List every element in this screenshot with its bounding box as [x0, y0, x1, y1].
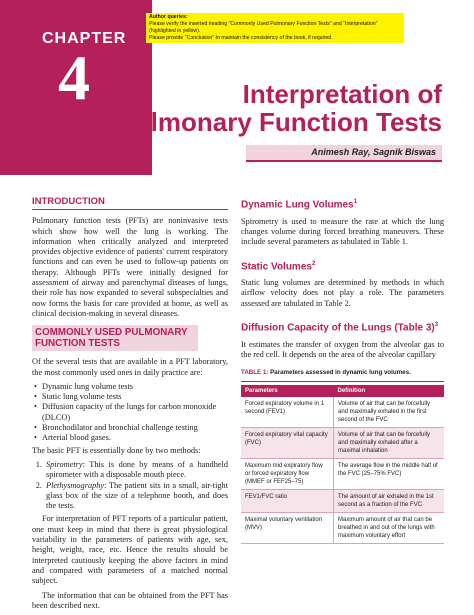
method-item — [44, 481, 228, 512]
interpretation-paragraph: For interpretation of PFT reports of a particular patient, one must keep in mind that there is great physiological variability in the parameters of patients with age, sex, height, weight, race, etc. Hence the results should be interpreted cautiously keeping the above factors in mind and compared with parameters of a matched normal subject. — [32, 514, 228, 586]
diffusion-paragraph: It estimates the transfer of oxygen from the alveolar gas to the red cell. It depends on the area of the alveolar capillary — [241, 339, 444, 359]
static-volumes-heading: Static Volumes$^2$ — [241, 260, 316, 272]
list-item: • Dynamic lung volume tests — [42, 382, 228, 392]
list-item: • Diffusion capacity of the lungs for carbon monoxide (DLCO) — [42, 402, 228, 423]
right-column — [241, 197, 444, 544]
common-intro-paragraph: Of the several tests that are available in a PFT laboratory, the most commonly used ones in daily practice are: — [32, 357, 228, 377]
list-item: • Static lung volume tests — [42, 392, 228, 402]
table-row — [241, 489, 444, 512]
left-column — [32, 197, 228, 615]
methods-list — [32, 460, 228, 511]
queries-title: Author queries: — [149, 14, 188, 20]
title-line-2: Pulmonary Function Tests — [117, 107, 442, 137]
title-line-1: Interpretation of — [242, 79, 442, 109]
column-header: Definition — [334, 385, 445, 397]
table-cell: Maximal voluntary ventilation (MVV) — [241, 512, 334, 543]
table-label: TABLE 1: — [241, 369, 269, 377]
table-row — [241, 458, 444, 489]
table-header-row — [241, 385, 444, 397]
table-caption-text: Parameters assessed in dynamic lung volumes. — [270, 369, 411, 377]
table-row — [241, 512, 444, 543]
table-cell: FEV1/FVC ratio — [241, 489, 334, 512]
method-item — [44, 460, 228, 481]
methods-intro: The basic PFT is essentially done by two methods: — [32, 445, 201, 455]
dynamic-volumes-heading: Dynamic Lung Volumes$^1$ — [241, 199, 357, 211]
list-item: • Arterial blood gases. — [42, 433, 228, 443]
table-cell: The average flow in the middle half of the FVC (25–75% FVC) — [334, 458, 445, 489]
dynamic-volumes-table — [241, 385, 444, 544]
reference-sup: 3 — [434, 322, 439, 329]
table-cell: Volume of air that can be forcefully and maximally exhaled in the first second of the FVC — [334, 397, 445, 428]
information-paragraph: The information that can be obtained from the PFT has been described next. — [32, 590, 228, 610]
method-text: : The patient sits in a small, air-tight glass box of the size of a telephone booth, and does the tests. — [46, 480, 228, 511]
reference-sup: 1 — [353, 199, 357, 205]
table-cell: Forced expiratory volume in 1 second (FEV1) — [241, 397, 334, 428]
column-header: Parameters — [241, 385, 334, 397]
table-cell: Maximum mid expiratory flow or forced expiratory flow (MMEF or FEF25–75) — [241, 458, 334, 489]
introduction-heading: INTRODUCTION — [32, 197, 228, 210]
authors: Animesh Ray, Sagnik Biswas — [311, 147, 436, 157]
reference-sup: 2 — [311, 260, 316, 267]
chapter-title — [117, 80, 442, 136]
table-caption — [241, 368, 444, 381]
method-term: Plethysmography — [46, 480, 105, 490]
author-queries — [146, 13, 404, 43]
query-line: Please verify the inserted heading "Commonly Used Pulmonary Function Tests" and "Interpretation" (highlighted in yellow). — [149, 21, 378, 34]
static-volumes-paragraph: Static lung volumes are determined by methods in which airflow velocity does not play a role. The parameters assessed are tabulated in Table 2. — [241, 278, 444, 308]
chapter-number: 4 — [58, 42, 90, 113]
diffusion-heading: Diffusion Capacity of the Lungs (Table 3)$^3$ — [241, 322, 439, 334]
method-text: : This is done by means of a handheld spirometer with a disposable mouth piece. — [46, 459, 228, 480]
list-item: • Bronchodilator and bronchial challenge testing — [42, 423, 228, 433]
common-tests-heading: COMMONLY USED PULMONARY FUNCTION TESTS — [32, 325, 198, 351]
table-cell: Volume of air that can be forcefully and maximally exhaled after a maximal inhalation — [334, 427, 445, 458]
table-row — [241, 397, 444, 428]
tests-list — [32, 382, 228, 444]
table-cell: Forced expiratory vital capacity (FVC) — [241, 427, 334, 458]
table-cell: Maximum amount of air that can be breathed in and out of the lungs with maximum voluntary effort — [334, 512, 445, 543]
query-line: Please provide "Conclusion" to maintain the consistency of the book, if required. — [149, 35, 333, 41]
table-row — [241, 427, 444, 458]
dynamic-volumes-paragraph: Spirometry is used to measure the rate at which the lung changes volume during forced breathing maneuvers. These include several parameters as tabulated in Table 1. — [241, 216, 444, 247]
intro-paragraph: Pulmonary function tests (PFTs) are noninvasive tests which show how well the lung is working. The information when critically analyzed and interpreted provides objective evidence of patients' current respiratory functions and can even be used to follow-up patients on therapy. Although PFTs were initially designed for assessment of airway and parenchymal diseases of lungs, their role has now expanded to several subspecialties and now forms the basis for care provided at home, as well as clinical decision-making in several diseases. — [32, 216, 228, 318]
table-cell: The amount of air exhaled in the 1st second as a fraction of the FVC — [334, 489, 445, 512]
chapter-label: CHAPTER — [42, 30, 127, 47]
method-term: Spirometry — [46, 459, 83, 469]
author-bar — [246, 145, 442, 162]
